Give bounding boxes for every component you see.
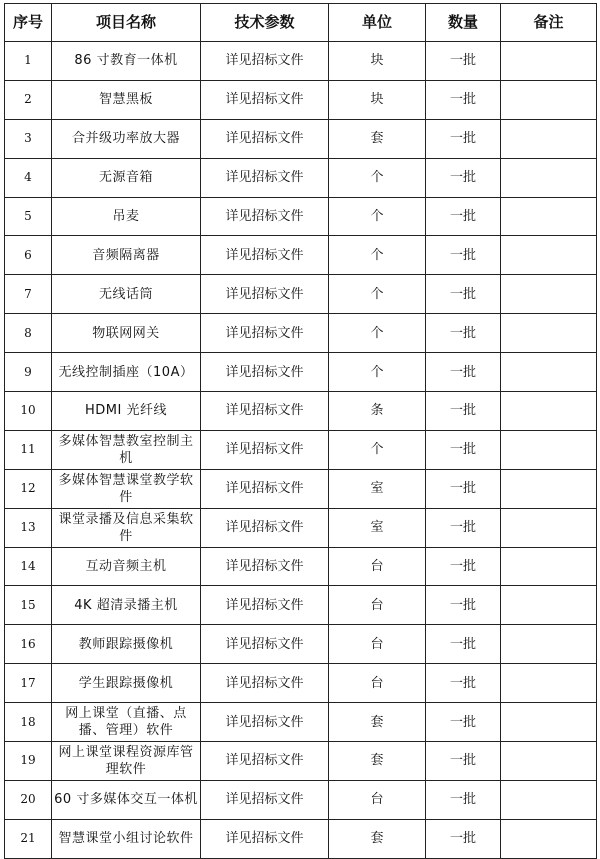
table-row [5, 80, 597, 119]
cell-spec: 详见招标文件 [201, 80, 329, 119]
cell-quantity: 一批 [426, 508, 501, 547]
cell-item-name: 无线话筒 [52, 275, 201, 314]
cell-spec: 详见招标文件 [201, 469, 329, 508]
cell-quantity: 一批 [426, 819, 501, 858]
cell-spec: 详见招标文件 [201, 158, 329, 197]
cell-note [501, 508, 597, 547]
header-unit: 单位 [329, 4, 426, 42]
cell-unit: 块 [329, 42, 426, 81]
procurement-table [4, 3, 597, 859]
cell-item-name: 智慧课堂小组讨论软件 [52, 819, 201, 858]
cell-spec: 详见招标文件 [201, 353, 329, 392]
cell-note [501, 547, 597, 586]
cell-quantity: 一批 [426, 353, 501, 392]
cell-quantity: 一批 [426, 780, 501, 819]
header-item-name: 项目名称 [52, 4, 201, 42]
cell-item-name: 86 寸教育一体机 [52, 42, 201, 81]
cell-index: 18 [5, 703, 52, 742]
cell-note [501, 197, 597, 236]
cell-note [501, 80, 597, 119]
cell-item-name: 多媒体智慧教室控制主机 [52, 430, 201, 469]
cell-spec: 详见招标文件 [201, 314, 329, 353]
cell-note [501, 314, 597, 353]
cell-quantity: 一批 [426, 664, 501, 703]
cell-index: 10 [5, 392, 52, 431]
cell-quantity: 一批 [426, 392, 501, 431]
table-row [5, 703, 597, 742]
cell-note [501, 42, 597, 81]
cell-unit: 室 [329, 469, 426, 508]
cell-index: 2 [5, 80, 52, 119]
cell-index: 11 [5, 430, 52, 469]
cell-quantity: 一批 [426, 80, 501, 119]
cell-note [501, 586, 597, 625]
cell-index: 13 [5, 508, 52, 547]
table-row [5, 42, 597, 81]
cell-note [501, 819, 597, 858]
table-row [5, 664, 597, 703]
table-row [5, 430, 597, 469]
cell-index: 17 [5, 664, 52, 703]
table-row [5, 392, 597, 431]
cell-index: 19 [5, 742, 52, 781]
cell-quantity: 一批 [426, 119, 501, 158]
cell-item-name: 课堂录播及信息采集软件 [52, 508, 201, 547]
cell-note [501, 664, 597, 703]
cell-item-name: 网上课堂（直播、点播、管理）软件 [52, 703, 201, 742]
cell-index: 3 [5, 119, 52, 158]
header-index: 序号 [5, 4, 52, 42]
cell-note [501, 625, 597, 664]
cell-unit: 套 [329, 819, 426, 858]
cell-unit: 个 [329, 275, 426, 314]
cell-spec: 详见招标文件 [201, 119, 329, 158]
cell-spec: 详见招标文件 [201, 392, 329, 431]
cell-unit: 个 [329, 236, 426, 275]
cell-unit: 条 [329, 392, 426, 431]
cell-spec: 详见招标文件 [201, 625, 329, 664]
table-row [5, 275, 597, 314]
cell-quantity: 一批 [426, 236, 501, 275]
cell-item-name: 物联网网关 [52, 314, 201, 353]
cell-index: 8 [5, 314, 52, 353]
table-row [5, 508, 597, 547]
cell-item-name: 合并级功率放大器 [52, 119, 201, 158]
cell-spec: 详见招标文件 [201, 236, 329, 275]
cell-note [501, 780, 597, 819]
cell-spec: 详见招标文件 [201, 547, 329, 586]
table-row [5, 625, 597, 664]
cell-quantity: 一批 [426, 703, 501, 742]
cell-quantity: 一批 [426, 625, 501, 664]
cell-item-name: HDMI 光纤线 [52, 392, 201, 431]
cell-note [501, 742, 597, 781]
cell-quantity: 一批 [426, 586, 501, 625]
cell-quantity: 一批 [426, 430, 501, 469]
cell-note [501, 236, 597, 275]
table-row [5, 236, 597, 275]
cell-index: 1 [5, 42, 52, 81]
table-row [5, 314, 597, 353]
cell-spec: 详见招标文件 [201, 703, 329, 742]
cell-quantity: 一批 [426, 547, 501, 586]
cell-index: 7 [5, 275, 52, 314]
cell-unit: 个 [329, 197, 426, 236]
cell-quantity: 一批 [426, 469, 501, 508]
table-row [5, 780, 597, 819]
cell-unit: 套 [329, 742, 426, 781]
table-row [5, 742, 597, 781]
cell-spec: 详见招标文件 [201, 780, 329, 819]
cell-item-name: 无源音箱 [52, 158, 201, 197]
cell-item-name: 音频隔离器 [52, 236, 201, 275]
table-row [5, 547, 597, 586]
table-row [5, 197, 597, 236]
cell-item-name: 教师跟踪摄像机 [52, 625, 201, 664]
cell-unit: 套 [329, 119, 426, 158]
cell-note [501, 469, 597, 508]
cell-unit: 台 [329, 664, 426, 703]
cell-spec: 详见招标文件 [201, 664, 329, 703]
header-note: 备注 [501, 4, 597, 42]
cell-index: 16 [5, 625, 52, 664]
cell-item-name: 智慧黑板 [52, 80, 201, 119]
cell-unit: 台 [329, 780, 426, 819]
cell-unit: 块 [329, 80, 426, 119]
cell-index: 4 [5, 158, 52, 197]
cell-quantity: 一批 [426, 314, 501, 353]
cell-index: 20 [5, 780, 52, 819]
table-row [5, 353, 597, 392]
cell-unit: 台 [329, 547, 426, 586]
cell-unit: 室 [329, 508, 426, 547]
cell-quantity: 一批 [426, 275, 501, 314]
cell-item-name: 学生跟踪摄像机 [52, 664, 201, 703]
cell-item-name: 4K 超清录播主机 [52, 586, 201, 625]
cell-quantity: 一批 [426, 42, 501, 81]
cell-note [501, 353, 597, 392]
cell-quantity: 一批 [426, 197, 501, 236]
cell-note [501, 158, 597, 197]
table-body [5, 42, 597, 859]
table-row [5, 119, 597, 158]
cell-unit: 个 [329, 314, 426, 353]
cell-spec: 详见招标文件 [201, 586, 329, 625]
cell-spec: 详见招标文件 [201, 197, 329, 236]
cell-unit: 台 [329, 586, 426, 625]
table-header-row [5, 4, 597, 42]
cell-index: 21 [5, 819, 52, 858]
cell-note [501, 119, 597, 158]
cell-item-name: 多媒体智慧课堂教学软件 [52, 469, 201, 508]
cell-note [501, 275, 597, 314]
cell-note [501, 430, 597, 469]
cell-index: 6 [5, 236, 52, 275]
cell-spec: 详见招标文件 [201, 819, 329, 858]
cell-spec: 详见招标文件 [201, 508, 329, 547]
cell-note [501, 703, 597, 742]
cell-quantity: 一批 [426, 158, 501, 197]
table-row [5, 586, 597, 625]
cell-quantity: 一批 [426, 742, 501, 781]
cell-spec: 详见招标文件 [201, 275, 329, 314]
cell-index: 12 [5, 469, 52, 508]
cell-unit: 台 [329, 625, 426, 664]
cell-item-name: 无线控制插座（10A） [52, 353, 201, 392]
cell-index: 9 [5, 353, 52, 392]
cell-item-name: 60 寸多媒体交互一体机 [52, 780, 201, 819]
cell-item-name: 吊麦 [52, 197, 201, 236]
cell-index: 15 [5, 586, 52, 625]
table-row [5, 158, 597, 197]
cell-spec: 详见招标文件 [201, 430, 329, 469]
cell-item-name: 网上课堂课程资源库管理软件 [52, 742, 201, 781]
cell-unit: 个 [329, 353, 426, 392]
table-row [5, 819, 597, 858]
table-row [5, 469, 597, 508]
header-spec: 技术参数 [201, 4, 329, 42]
cell-index: 5 [5, 197, 52, 236]
cell-spec: 详见招标文件 [201, 742, 329, 781]
cell-unit: 个 [329, 430, 426, 469]
cell-spec: 详见招标文件 [201, 42, 329, 81]
cell-index: 14 [5, 547, 52, 586]
cell-unit: 套 [329, 703, 426, 742]
cell-item-name: 互动音频主机 [52, 547, 201, 586]
header-quantity: 数量 [426, 4, 501, 42]
cell-note [501, 392, 597, 431]
cell-unit: 个 [329, 158, 426, 197]
